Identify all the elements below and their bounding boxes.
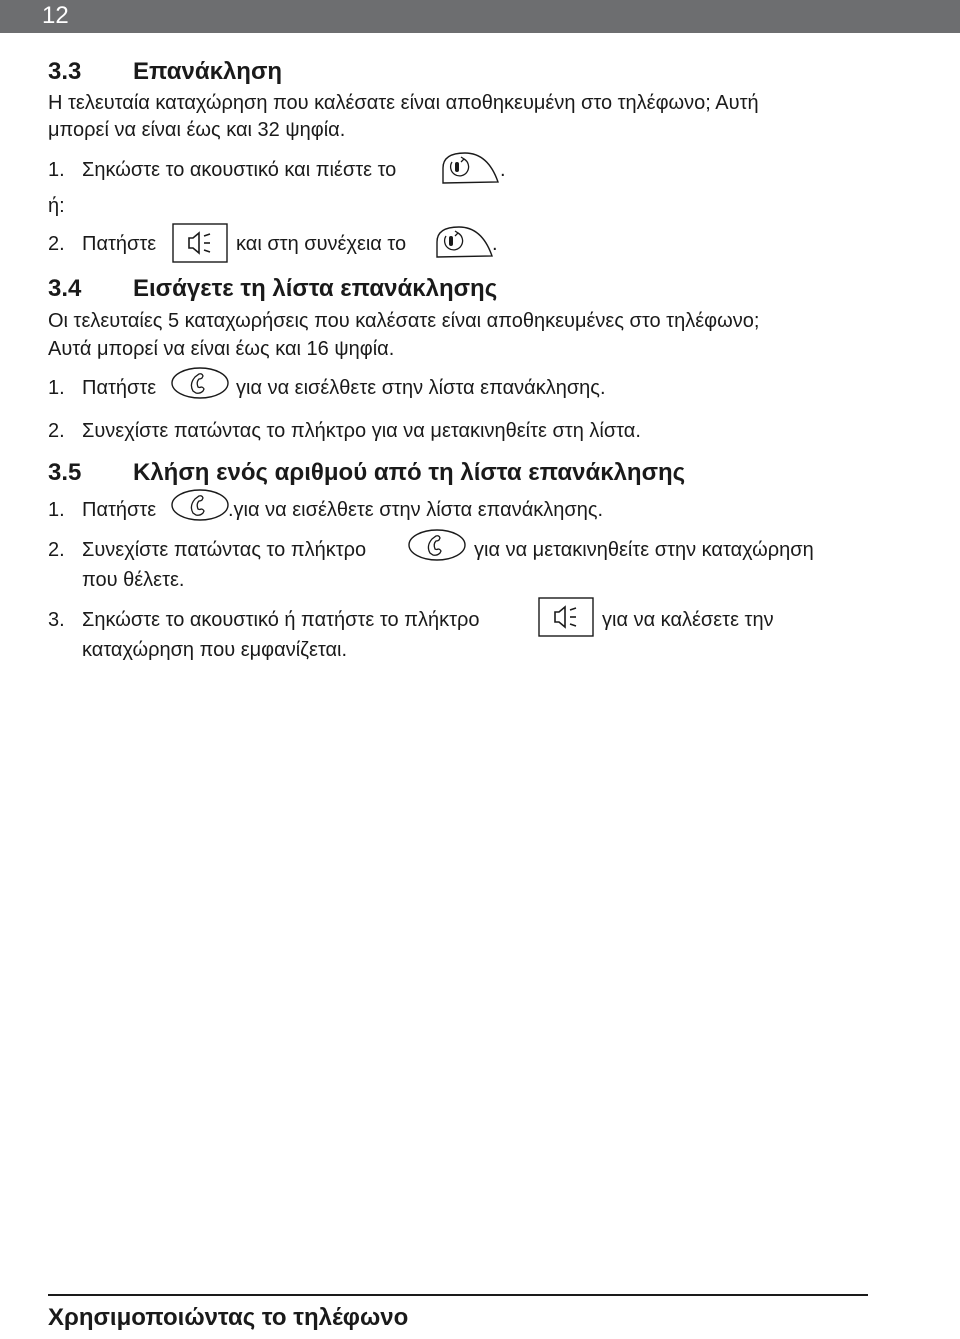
step-text: για να εισέλθετε στην λίστα επανάκλησης. [236, 377, 606, 399]
step-continuation: που θέλετε. [82, 569, 185, 591]
phone-key-icon [170, 366, 230, 400]
redial-key-icon [434, 224, 494, 260]
section-title: Κλήση ενός αριθμού από τη λίστα επανάκλησης [133, 459, 686, 486]
paragraph-line: Αυτά μπορεί να είναι έως και 16 ψηφία. [48, 338, 395, 360]
page-number: 12 [42, 2, 69, 29]
step-text: .για να εισέλθετε στην λίστα επανάκλησης. [228, 499, 604, 521]
step-number: 1. [48, 159, 65, 181]
speaker-key-icon [538, 597, 594, 637]
speaker-key-icon [172, 223, 228, 263]
step-end: . [492, 233, 498, 255]
step-number: 3. [48, 609, 65, 631]
page-header-bar [0, 0, 960, 33]
step-text: Σηκώστε το ακουστικό ή πατήστε το πλήκτρο [82, 609, 480, 631]
footer-divider [48, 1294, 868, 1296]
or-label: ή: [48, 195, 65, 217]
section-number: 3.5 [48, 459, 82, 486]
redial-key-icon [440, 150, 500, 186]
step-text: Συνεχίστε πατώντας το πλήκτρο για να μετακινηθείτε στη λίστα. [82, 420, 641, 442]
footer-title: Χρησιμοποιώντας το τηλέφωνο [48, 1304, 409, 1331]
step-number: 2. [48, 539, 65, 561]
step-text: Σηκώστε το ακουστικό και πιέστε το [82, 159, 397, 181]
phone-key-icon [407, 528, 467, 562]
paragraph-line: μπορεί να είναι έως και 32 ψηφία. [48, 119, 346, 141]
step-number: 2. [48, 420, 65, 442]
phone-key-icon [170, 488, 230, 522]
step-text: για να μετακινηθείτε στην καταχώρηση [474, 539, 814, 561]
section-title: Επανάκληση [133, 58, 283, 85]
step-text: για να καλέσετε την [602, 609, 774, 631]
step-end: . [500, 159, 506, 181]
section-title: Εισάγετε τη λίστα επανάκλησης [133, 275, 498, 302]
step-text: Πατήστε [82, 377, 157, 399]
step-text: Συνεχίστε πατώντας το πλήκτρο [82, 539, 367, 561]
step-number: 1. [48, 499, 65, 521]
step-text: και στη συνέχεια το [236, 233, 407, 255]
step-text: Πατήστε [82, 499, 157, 521]
paragraph-line: Οι τελευταίες 5 καταχωρήσεις που καλέσατε είναι αποθηκευμένες στο τηλέφωνο; [48, 310, 760, 332]
step-number: 1. [48, 377, 65, 399]
section-number: 3.3 [48, 58, 82, 85]
step-text: Πατήστε [82, 233, 157, 255]
section-number: 3.4 [48, 275, 82, 302]
step-number: 2. [48, 233, 65, 255]
step-continuation: καταχώρηση που εμφανίζεται. [82, 639, 348, 661]
paragraph-line: Η τελευταία καταχώρηση που καλέσατε είναι αποθηκευμένη στο τηλέφωνο; Αυτή [48, 92, 759, 114]
